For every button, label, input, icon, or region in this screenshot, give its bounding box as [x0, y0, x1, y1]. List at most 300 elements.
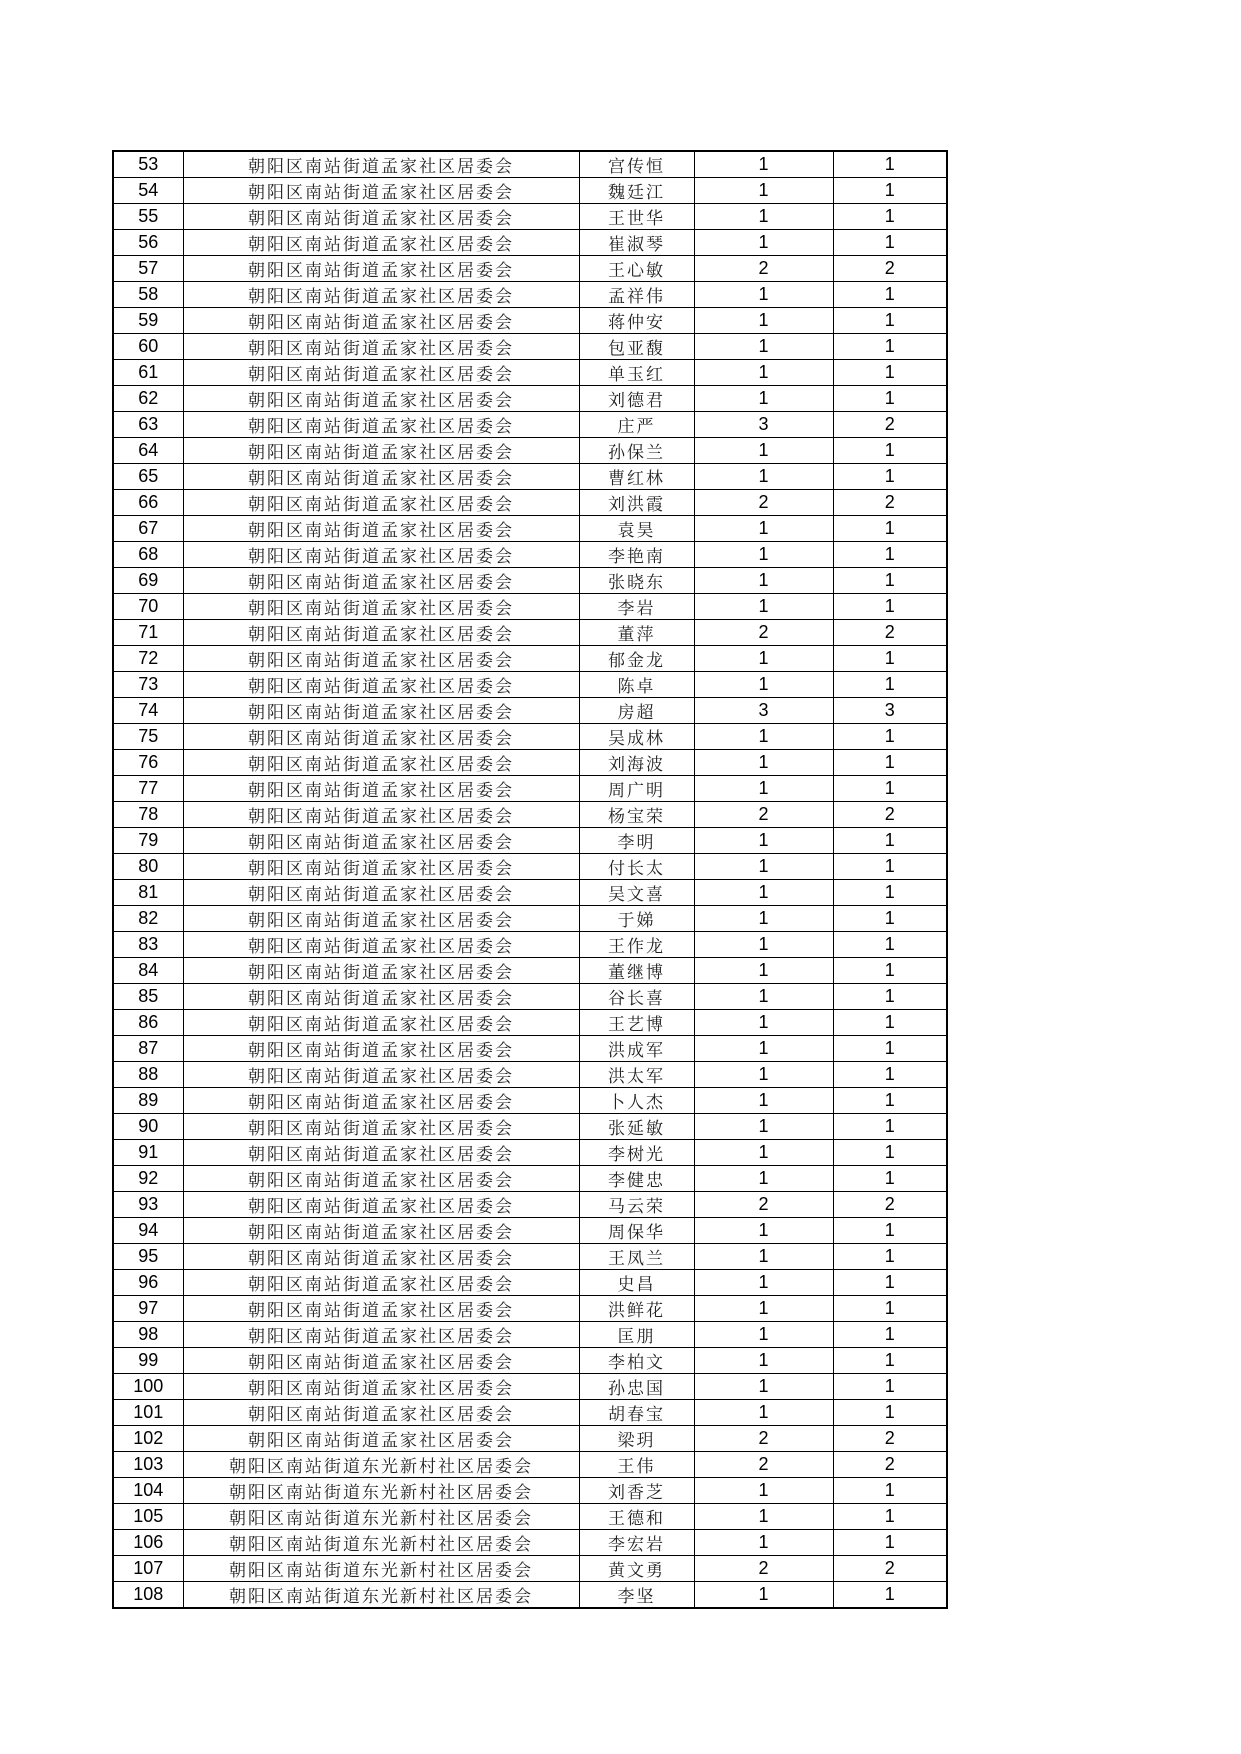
count-a-cell: 1 — [694, 1270, 833, 1296]
name-cell: 崔淑琴 — [579, 230, 694, 256]
count-b-cell: 1 — [833, 750, 947, 776]
count-a-cell: 1 — [694, 958, 833, 984]
count-a-cell: 1 — [694, 594, 833, 620]
table-body — [113, 151, 947, 1608]
table-row — [113, 386, 947, 412]
table-row — [113, 1322, 947, 1348]
community-cell: 朝阳区南站街道孟家社区居委会 — [183, 542, 579, 568]
count-a-cell: 1 — [694, 1348, 833, 1374]
count-b-cell: 1 — [833, 1140, 947, 1166]
table-row — [113, 1374, 947, 1400]
name-cell: 庄严 — [579, 412, 694, 438]
community-cell: 朝阳区南站街道孟家社区居委会 — [183, 802, 579, 828]
count-b-cell: 1 — [833, 1400, 947, 1426]
table-row — [113, 568, 947, 594]
community-cell: 朝阳区南站街道孟家社区居委会 — [183, 464, 579, 490]
name-cell: 李明 — [579, 828, 694, 854]
table-row — [113, 438, 947, 464]
community-cell: 朝阳区南站街道孟家社区居委会 — [183, 1244, 579, 1270]
table-row — [113, 1296, 947, 1322]
community-cell: 朝阳区南站街道孟家社区居委会 — [183, 1270, 579, 1296]
table-row — [113, 151, 947, 178]
count-b-cell: 3 — [833, 698, 947, 724]
row-number-cell: 73 — [113, 672, 183, 698]
row-number-cell: 95 — [113, 1244, 183, 1270]
name-cell: 匡朋 — [579, 1322, 694, 1348]
count-b-cell: 1 — [833, 1062, 947, 1088]
community-cell: 朝阳区南站街道孟家社区居委会 — [183, 256, 579, 282]
count-a-cell: 1 — [694, 724, 833, 750]
name-cell: 蒋仲安 — [579, 308, 694, 334]
name-cell: 郁金龙 — [579, 646, 694, 672]
row-number-cell: 77 — [113, 776, 183, 802]
row-number-cell: 63 — [113, 412, 183, 438]
name-cell: 于娣 — [579, 906, 694, 932]
count-b-cell: 1 — [833, 151, 947, 178]
count-a-cell: 1 — [694, 1036, 833, 1062]
community-cell: 朝阳区南站街道孟家社区居委会 — [183, 854, 579, 880]
table-row — [113, 1270, 947, 1296]
table-row — [113, 932, 947, 958]
community-cell: 朝阳区南站街道孟家社区居委会 — [183, 880, 579, 906]
row-number-cell: 66 — [113, 490, 183, 516]
community-cell: 朝阳区南站街道孟家社区居委会 — [183, 282, 579, 308]
count-a-cell: 1 — [694, 672, 833, 698]
count-b-cell: 1 — [833, 464, 947, 490]
table-row — [113, 282, 947, 308]
name-cell: 房超 — [579, 698, 694, 724]
name-cell: 黄文勇 — [579, 1556, 694, 1582]
name-cell: 袁昊 — [579, 516, 694, 542]
count-b-cell: 1 — [833, 1348, 947, 1374]
count-a-cell: 1 — [694, 230, 833, 256]
community-cell: 朝阳区南站街道孟家社区居委会 — [183, 204, 579, 230]
data-table — [112, 150, 948, 1609]
name-cell: 刘海波 — [579, 750, 694, 776]
community-cell: 朝阳区南站街道孟家社区居委会 — [183, 1400, 579, 1426]
count-a-cell: 2 — [694, 256, 833, 282]
count-a-cell: 1 — [694, 1504, 833, 1530]
community-cell: 朝阳区南站街道孟家社区居委会 — [183, 230, 579, 256]
name-cell: 刘德君 — [579, 386, 694, 412]
table-row — [113, 724, 947, 750]
count-a-cell: 1 — [694, 646, 833, 672]
row-number-cell: 106 — [113, 1530, 183, 1556]
name-cell: 董继博 — [579, 958, 694, 984]
count-b-cell: 2 — [833, 490, 947, 516]
community-cell: 朝阳区南站街道东光新村社区居委会 — [183, 1452, 579, 1478]
table-row — [113, 854, 947, 880]
name-cell: 王艺博 — [579, 1010, 694, 1036]
row-number-cell: 102 — [113, 1426, 183, 1452]
count-a-cell: 1 — [694, 1374, 833, 1400]
row-number-cell: 55 — [113, 204, 183, 230]
community-cell: 朝阳区南站街道孟家社区居委会 — [183, 958, 579, 984]
table-row — [113, 698, 947, 724]
count-b-cell: 1 — [833, 1010, 947, 1036]
count-b-cell: 1 — [833, 1530, 947, 1556]
count-b-cell: 1 — [833, 906, 947, 932]
row-number-cell: 67 — [113, 516, 183, 542]
row-number-cell: 91 — [113, 1140, 183, 1166]
count-a-cell: 1 — [694, 984, 833, 1010]
community-cell: 朝阳区南站街道东光新村社区居委会 — [183, 1478, 579, 1504]
table-row — [113, 620, 947, 646]
count-a-cell: 1 — [694, 880, 833, 906]
row-number-cell: 92 — [113, 1166, 183, 1192]
table-row — [113, 1114, 947, 1140]
name-cell: 孙保兰 — [579, 438, 694, 464]
name-cell: 吴文喜 — [579, 880, 694, 906]
row-number-cell: 57 — [113, 256, 183, 282]
row-number-cell: 101 — [113, 1400, 183, 1426]
count-b-cell: 1 — [833, 282, 947, 308]
community-cell: 朝阳区南站街道孟家社区居委会 — [183, 151, 579, 178]
row-number-cell: 94 — [113, 1218, 183, 1244]
row-number-cell: 69 — [113, 568, 183, 594]
row-number-cell: 98 — [113, 1322, 183, 1348]
table-row — [113, 1036, 947, 1062]
name-cell: 李宏岩 — [579, 1530, 694, 1556]
count-b-cell: 2 — [833, 1426, 947, 1452]
community-cell: 朝阳区南站街道孟家社区居委会 — [183, 568, 579, 594]
row-number-cell: 82 — [113, 906, 183, 932]
community-cell: 朝阳区南站街道孟家社区居委会 — [183, 1088, 579, 1114]
table-row — [113, 360, 947, 386]
row-number-cell: 104 — [113, 1478, 183, 1504]
community-cell: 朝阳区南站街道孟家社区居委会 — [183, 1374, 579, 1400]
table-row — [113, 958, 947, 984]
count-a-cell: 2 — [694, 1426, 833, 1452]
table-row — [113, 802, 947, 828]
table-row — [113, 880, 947, 906]
row-number-cell: 59 — [113, 308, 183, 334]
row-number-cell: 88 — [113, 1062, 183, 1088]
count-b-cell: 1 — [833, 308, 947, 334]
count-a-cell: 1 — [694, 1582, 833, 1609]
community-cell: 朝阳区南站街道东光新村社区居委会 — [183, 1582, 579, 1609]
count-b-cell: 1 — [833, 828, 947, 854]
community-cell: 朝阳区南站街道孟家社区居委会 — [183, 334, 579, 360]
name-cell: 洪鲜花 — [579, 1296, 694, 1322]
table-row — [113, 1400, 947, 1426]
table-row — [113, 594, 947, 620]
count-a-cell: 1 — [694, 750, 833, 776]
count-a-cell: 1 — [694, 308, 833, 334]
name-cell: 王世华 — [579, 204, 694, 230]
row-number-cell: 100 — [113, 1374, 183, 1400]
table-row — [113, 828, 947, 854]
name-cell: 周保华 — [579, 1218, 694, 1244]
count-b-cell: 1 — [833, 1088, 947, 1114]
row-number-cell: 97 — [113, 1296, 183, 1322]
count-a-cell: 1 — [694, 776, 833, 802]
name-cell: 梁玥 — [579, 1426, 694, 1452]
name-cell: 曹红林 — [579, 464, 694, 490]
count-b-cell: 2 — [833, 1192, 947, 1218]
name-cell: 宫传恒 — [579, 151, 694, 178]
count-a-cell: 1 — [694, 438, 833, 464]
name-cell: 李柏文 — [579, 1348, 694, 1374]
row-number-cell: 85 — [113, 984, 183, 1010]
name-cell: 李岩 — [579, 594, 694, 620]
community-cell: 朝阳区南站街道孟家社区居委会 — [183, 1218, 579, 1244]
community-cell: 朝阳区南站街道孟家社区居委会 — [183, 1192, 579, 1218]
name-cell: 谷长喜 — [579, 984, 694, 1010]
table-row — [113, 542, 947, 568]
count-b-cell: 1 — [833, 1166, 947, 1192]
table-row — [113, 1140, 947, 1166]
name-cell: 李健忠 — [579, 1166, 694, 1192]
count-a-cell: 2 — [694, 620, 833, 646]
name-cell: 马云荣 — [579, 1192, 694, 1218]
community-cell: 朝阳区南站街道孟家社区居委会 — [183, 620, 579, 646]
count-b-cell: 1 — [833, 542, 947, 568]
name-cell: 胡春宝 — [579, 1400, 694, 1426]
count-b-cell: 1 — [833, 1296, 947, 1322]
community-cell: 朝阳区南站街道东光新村社区居委会 — [183, 1556, 579, 1582]
count-b-cell: 1 — [833, 854, 947, 880]
count-a-cell: 1 — [694, 464, 833, 490]
count-b-cell: 1 — [833, 958, 947, 984]
count-a-cell: 1 — [694, 516, 833, 542]
count-b-cell: 1 — [833, 1114, 947, 1140]
name-cell: 孙忠国 — [579, 1374, 694, 1400]
count-a-cell: 1 — [694, 1322, 833, 1348]
count-b-cell: 1 — [833, 880, 947, 906]
row-number-cell: 80 — [113, 854, 183, 880]
count-a-cell: 2 — [694, 1556, 833, 1582]
name-cell: 付长太 — [579, 854, 694, 880]
name-cell: 刘洪霞 — [579, 490, 694, 516]
table-row — [113, 776, 947, 802]
row-number-cell: 96 — [113, 1270, 183, 1296]
table-row — [113, 412, 947, 438]
community-cell: 朝阳区南站街道孟家社区居委会 — [183, 1036, 579, 1062]
row-number-cell: 74 — [113, 698, 183, 724]
count-a-cell: 1 — [694, 1062, 833, 1088]
count-a-cell: 1 — [694, 854, 833, 880]
community-cell: 朝阳区南站街道孟家社区居委会 — [183, 490, 579, 516]
count-a-cell: 1 — [694, 1010, 833, 1036]
count-b-cell: 1 — [833, 516, 947, 542]
count-a-cell: 1 — [694, 568, 833, 594]
row-number-cell: 70 — [113, 594, 183, 620]
count-b-cell: 1 — [833, 1322, 947, 1348]
community-cell: 朝阳区南站街道孟家社区居委会 — [183, 516, 579, 542]
community-cell: 朝阳区南站街道孟家社区居委会 — [183, 698, 579, 724]
count-a-cell: 1 — [694, 542, 833, 568]
count-b-cell: 1 — [833, 672, 947, 698]
count-b-cell: 1 — [833, 178, 947, 204]
name-cell: 史昌 — [579, 1270, 694, 1296]
name-cell: 卜人杰 — [579, 1088, 694, 1114]
row-number-cell: 68 — [113, 542, 183, 568]
count-a-cell: 1 — [694, 386, 833, 412]
table-row — [113, 750, 947, 776]
count-a-cell: 1 — [694, 204, 833, 230]
community-cell: 朝阳区南站街道孟家社区居委会 — [183, 932, 579, 958]
name-cell: 王心敏 — [579, 256, 694, 282]
count-a-cell: 3 — [694, 412, 833, 438]
community-cell: 朝阳区南站街道孟家社区居委会 — [183, 672, 579, 698]
community-cell: 朝阳区南站街道孟家社区居委会 — [183, 750, 579, 776]
row-number-cell: 89 — [113, 1088, 183, 1114]
community-cell: 朝阳区南站街道东光新村社区居委会 — [183, 1504, 579, 1530]
count-a-cell: 1 — [694, 828, 833, 854]
community-cell: 朝阳区南站街道孟家社区居委会 — [183, 308, 579, 334]
community-cell: 朝阳区南站街道孟家社区居委会 — [183, 984, 579, 1010]
community-cell: 朝阳区南站街道孟家社区居委会 — [183, 412, 579, 438]
table-row — [113, 1478, 947, 1504]
community-cell: 朝阳区南站街道孟家社区居委会 — [183, 1166, 579, 1192]
community-cell: 朝阳区南站街道孟家社区居委会 — [183, 1140, 579, 1166]
count-b-cell: 1 — [833, 1270, 947, 1296]
name-cell: 吴成林 — [579, 724, 694, 750]
count-a-cell: 1 — [694, 282, 833, 308]
table-row — [113, 464, 947, 490]
count-a-cell: 1 — [694, 1218, 833, 1244]
row-number-cell: 79 — [113, 828, 183, 854]
count-b-cell: 1 — [833, 1218, 947, 1244]
count-b-cell: 1 — [833, 646, 947, 672]
row-number-cell: 76 — [113, 750, 183, 776]
community-cell: 朝阳区南站街道东光新村社区居委会 — [183, 1530, 579, 1556]
table-row — [113, 1426, 947, 1452]
count-a-cell: 1 — [694, 1478, 833, 1504]
table-row — [113, 1348, 947, 1374]
count-a-cell: 2 — [694, 1452, 833, 1478]
count-a-cell: 1 — [694, 1244, 833, 1270]
count-a-cell: 1 — [694, 1296, 833, 1322]
row-number-cell: 99 — [113, 1348, 183, 1374]
table-row — [113, 204, 947, 230]
count-b-cell: 1 — [833, 1504, 947, 1530]
table-row — [113, 516, 947, 542]
table-row — [113, 906, 947, 932]
row-number-cell: 75 — [113, 724, 183, 750]
table-row — [113, 256, 947, 282]
row-number-cell: 61 — [113, 360, 183, 386]
table-row — [113, 646, 947, 672]
count-a-cell: 1 — [694, 1114, 833, 1140]
name-cell: 李树光 — [579, 1140, 694, 1166]
count-a-cell: 3 — [694, 698, 833, 724]
community-cell: 朝阳区南站街道孟家社区居委会 — [183, 906, 579, 932]
name-cell: 董萍 — [579, 620, 694, 646]
table-row — [113, 334, 947, 360]
name-cell: 李艳南 — [579, 542, 694, 568]
name-cell: 杨宝荣 — [579, 802, 694, 828]
name-cell: 刘香芝 — [579, 1478, 694, 1504]
table-row — [113, 1556, 947, 1582]
community-cell: 朝阳区南站街道孟家社区居委会 — [183, 360, 579, 386]
table-row — [113, 1192, 947, 1218]
table-row — [113, 1244, 947, 1270]
count-a-cell: 1 — [694, 932, 833, 958]
table-row — [113, 490, 947, 516]
count-a-cell: 1 — [694, 1088, 833, 1114]
row-number-cell: 54 — [113, 178, 183, 204]
row-number-cell: 108 — [113, 1582, 183, 1609]
community-cell: 朝阳区南站街道孟家社区居委会 — [183, 1114, 579, 1140]
name-cell: 张延敏 — [579, 1114, 694, 1140]
row-number-cell: 103 — [113, 1452, 183, 1478]
count-b-cell: 2 — [833, 1556, 947, 1582]
table-row — [113, 178, 947, 204]
count-a-cell: 2 — [694, 490, 833, 516]
count-a-cell: 1 — [694, 178, 833, 204]
row-number-cell: 64 — [113, 438, 183, 464]
row-number-cell: 71 — [113, 620, 183, 646]
community-cell: 朝阳区南站街道孟家社区居委会 — [183, 1296, 579, 1322]
table-row — [113, 1062, 947, 1088]
count-a-cell: 1 — [694, 334, 833, 360]
name-cell: 洪成军 — [579, 1036, 694, 1062]
count-a-cell: 1 — [694, 1400, 833, 1426]
row-number-cell: 56 — [113, 230, 183, 256]
count-b-cell: 2 — [833, 256, 947, 282]
count-b-cell: 1 — [833, 1582, 947, 1609]
name-cell: 王德和 — [579, 1504, 694, 1530]
name-cell: 魏廷江 — [579, 178, 694, 204]
count-b-cell: 2 — [833, 620, 947, 646]
count-b-cell: 1 — [833, 776, 947, 802]
name-cell: 李坚 — [579, 1582, 694, 1609]
count-b-cell: 1 — [833, 334, 947, 360]
community-cell: 朝阳区南站街道孟家社区居委会 — [183, 646, 579, 672]
community-cell: 朝阳区南站街道孟家社区居委会 — [183, 776, 579, 802]
count-b-cell: 1 — [833, 724, 947, 750]
name-cell: 王凤兰 — [579, 1244, 694, 1270]
count-b-cell: 1 — [833, 204, 947, 230]
table-row — [113, 230, 947, 256]
table-row — [113, 1218, 947, 1244]
count-b-cell: 2 — [833, 802, 947, 828]
row-number-cell: 60 — [113, 334, 183, 360]
name-cell: 王伟 — [579, 1452, 694, 1478]
count-b-cell: 1 — [833, 984, 947, 1010]
count-b-cell: 1 — [833, 568, 947, 594]
community-cell: 朝阳区南站街道孟家社区居委会 — [183, 178, 579, 204]
table-row — [113, 1010, 947, 1036]
count-b-cell: 1 — [833, 932, 947, 958]
row-number-cell: 83 — [113, 932, 183, 958]
count-b-cell: 1 — [833, 1374, 947, 1400]
table-row — [113, 308, 947, 334]
community-cell: 朝阳区南站街道孟家社区居委会 — [183, 1426, 579, 1452]
row-number-cell: 90 — [113, 1114, 183, 1140]
table-row — [113, 1582, 947, 1609]
table-row — [113, 1088, 947, 1114]
name-cell: 孟祥伟 — [579, 282, 694, 308]
count-a-cell: 1 — [694, 1166, 833, 1192]
table-row — [113, 1166, 947, 1192]
community-cell: 朝阳区南站街道孟家社区居委会 — [183, 1010, 579, 1036]
community-cell: 朝阳区南站街道孟家社区居委会 — [183, 438, 579, 464]
community-cell: 朝阳区南站街道孟家社区居委会 — [183, 828, 579, 854]
row-number-cell: 84 — [113, 958, 183, 984]
table-row — [113, 1504, 947, 1530]
row-number-cell: 62 — [113, 386, 183, 412]
row-number-cell: 65 — [113, 464, 183, 490]
community-cell: 朝阳区南站街道孟家社区居委会 — [183, 1322, 579, 1348]
row-number-cell: 107 — [113, 1556, 183, 1582]
count-b-cell: 1 — [833, 438, 947, 464]
count-b-cell: 1 — [833, 1036, 947, 1062]
count-a-cell: 1 — [694, 360, 833, 386]
community-cell: 朝阳区南站街道孟家社区居委会 — [183, 724, 579, 750]
